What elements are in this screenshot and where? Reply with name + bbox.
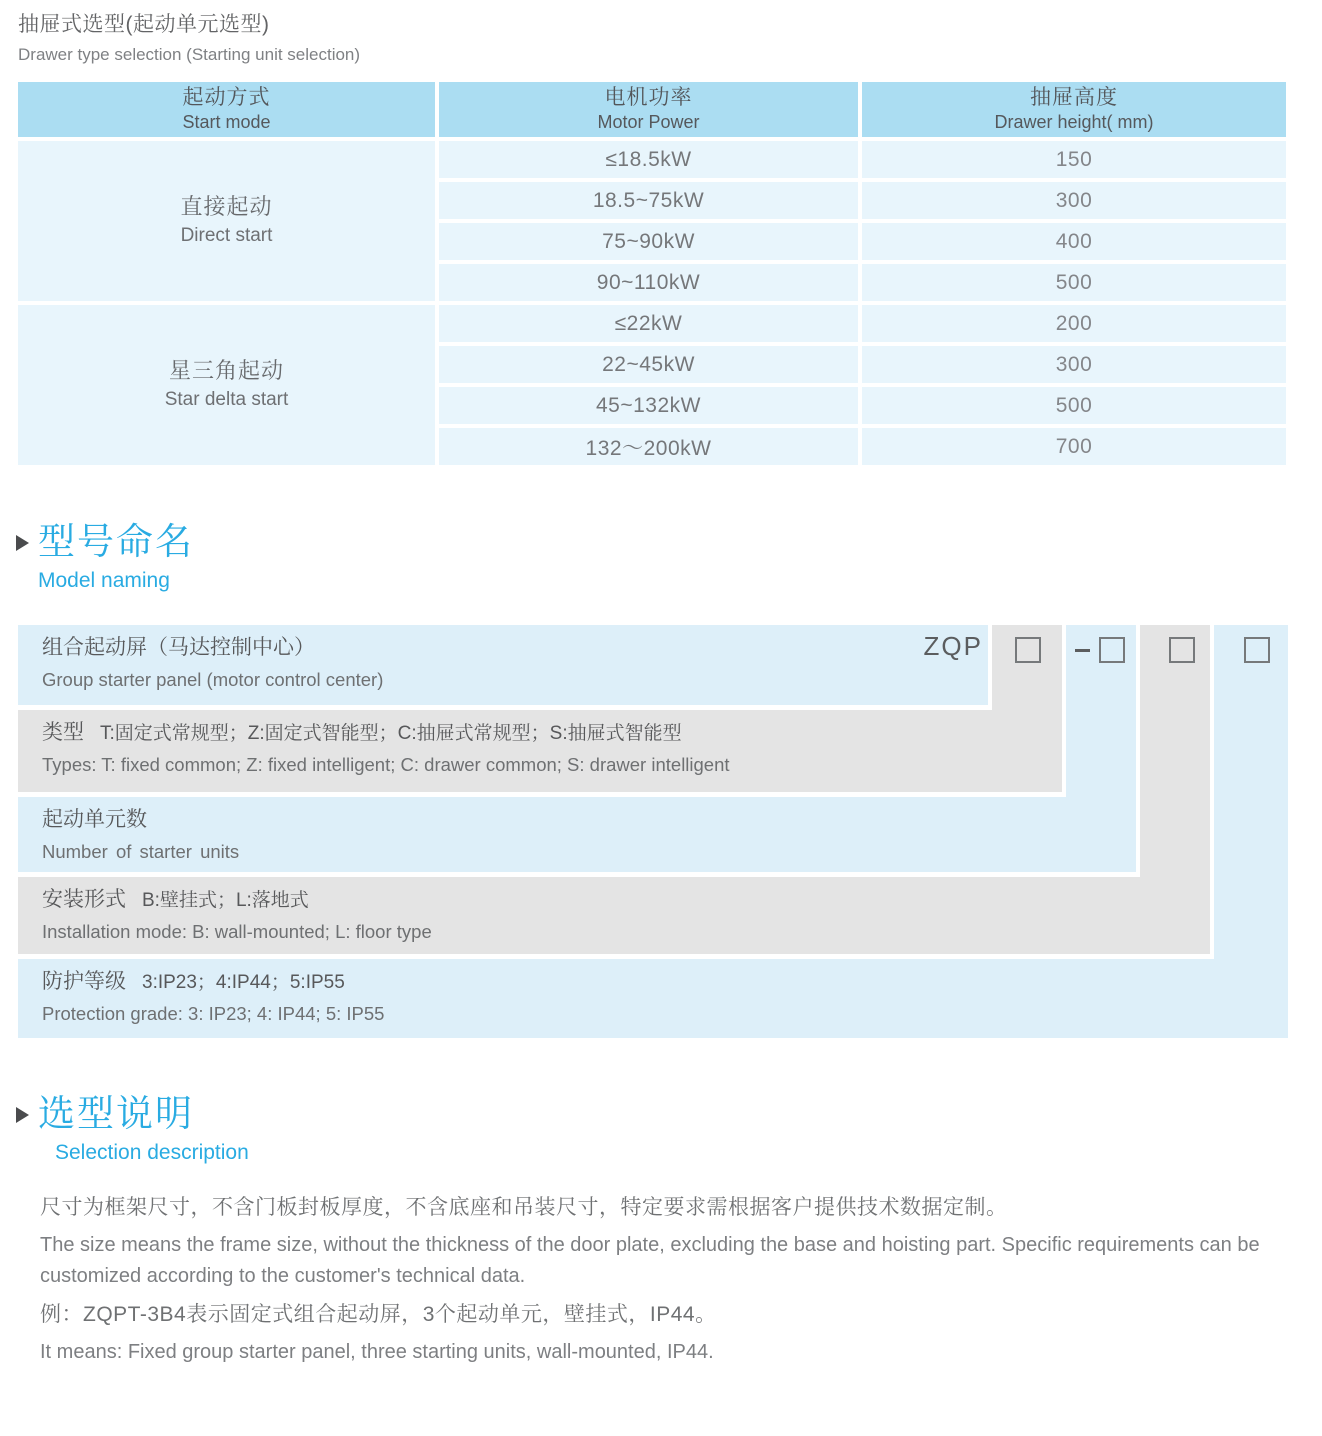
drawer-selection-table <box>18 82 1286 465</box>
group-cn: 直接起动 <box>180 194 273 220</box>
height-cell: 400 <box>862 223 1286 260</box>
height-cell: 300 <box>862 182 1286 219</box>
height-cell: 150 <box>862 141 1286 178</box>
height-cell: 200 <box>862 305 1286 342</box>
selection-description-section-heading <box>16 1094 249 1165</box>
band-label-cn: 起动单元数 <box>42 808 147 831</box>
power-cell: ≤22kW <box>439 305 858 342</box>
height-cell: 500 <box>862 264 1286 301</box>
code-placeholder-box-2 <box>1099 637 1125 663</box>
section-arrow-icon <box>16 1107 29 1123</box>
band-protection-grade <box>18 959 1288 1038</box>
power-cell: 90~110kW <box>439 264 858 301</box>
code-dash <box>1075 649 1090 652</box>
height-cell: 500 <box>862 387 1286 424</box>
example-en: It means: Fixed group starter panel, three starting units, wall-mounted, IP44. <box>40 1341 714 1363</box>
power-cell: 45~132kW <box>439 387 858 424</box>
description-cn: 尺寸为框架尺寸，不含门板封板厚度，不含底座和吊装尺寸，特定要求需根据客户提供技术数据定制。 <box>40 1196 1008 1219</box>
height-cell: 700 <box>862 428 1286 465</box>
band-en: Number of starter units <box>42 841 240 863</box>
example-cn: 例：ZQPT-3B4表示固定式组合起动屏，3个起动单元，壁挂式，IP44。 <box>40 1303 717 1326</box>
section-title-en: Selection description <box>55 1140 249 1164</box>
header-en: Start mode <box>182 112 271 133</box>
table-header-start-mode <box>18 82 435 137</box>
power-cell: ≤18.5kW <box>439 141 858 178</box>
code-placeholder-box-1 <box>1015 637 1041 663</box>
band-detail-cn: B:壁挂式；L:落地式 <box>142 890 309 911</box>
code-placeholder-box-4 <box>1244 637 1270 663</box>
band-en: Protection grade: 3: IP23; 4: IP44; 5: IP55 <box>42 1003 385 1025</box>
page-title-en: Drawer type selection (Starting unit selection) <box>18 45 361 64</box>
band-group-starter-panel <box>18 625 988 705</box>
band-detail-cn: T:固定式常规型；Z:固定式智能型；C:抽屉式常规型；S:抽屉式智能型 <box>100 723 682 744</box>
power-cell: 75~90kW <box>439 223 858 260</box>
table-header-drawer-height <box>862 82 1286 137</box>
section-title-en: Model naming <box>38 568 170 592</box>
header-cn: 电机功率 <box>604 86 693 110</box>
header-en: Motor Power <box>597 112 700 133</box>
model-naming-diagram <box>18 625 1288 1038</box>
power-cell: 132～200kW <box>439 428 858 465</box>
code-placeholder-box-3 <box>1169 637 1195 663</box>
power-cell: 22~45kW <box>439 346 858 383</box>
band-en: Installation mode: B: wall-mounted; L: floor type <box>42 921 432 943</box>
band-en: Group starter panel (motor control center) <box>42 669 384 691</box>
section-title-cn: 选型说明 <box>38 1093 194 1134</box>
band-en: Types: T: fixed common; Z: fixed intelligent; C: drawer common; S: drawer intelligent <box>42 754 730 776</box>
page-title: 抽屉式选型(起动单元选型) <box>18 13 270 36</box>
selection-description-text <box>40 1192 1292 1375</box>
code-column-protection <box>1214 625 1288 966</box>
band-label-cn: 安装形式 <box>42 888 126 911</box>
header-cn: 抽屉高度 <box>1030 86 1118 110</box>
band-detail-cn: 3:IP23；4:IP44；5:IP55 <box>142 972 345 993</box>
group-en: Star delta start <box>164 388 289 410</box>
group-cn: 星三角起动 <box>168 358 284 384</box>
header-cn: 起动方式 <box>182 86 271 110</box>
power-cell: 18.5~75kW <box>439 182 858 219</box>
band-installation-mode <box>18 877 1210 954</box>
group-cell-direct-start <box>18 141 435 301</box>
band-types <box>18 710 1062 792</box>
group-cell-star-delta-start <box>18 305 435 465</box>
band-cn: 组合起动屏（马达控制中心） <box>42 636 315 659</box>
section-title-cn: 型号命名 <box>38 521 194 562</box>
band-label-cn: 类型 <box>42 721 84 744</box>
page-title-block <box>18 8 360 65</box>
code-column-installation <box>1140 625 1210 884</box>
description-en: The size means the frame size, without the thickness of the door plate, excluding the base and hoisting part. Specific requirements can be customized according to the customer's technical data. <box>40 1234 1260 1287</box>
section-arrow-icon <box>16 535 29 551</box>
model-naming-section-heading <box>16 522 194 593</box>
model-code-prefix: ZQP <box>923 631 983 661</box>
table-header-motor-power <box>439 82 858 137</box>
height-cell: 300 <box>862 346 1286 383</box>
header-en: Drawer height( mm) <box>994 112 1154 133</box>
group-en: Direct start <box>180 224 273 246</box>
band-starter-units <box>18 797 1136 872</box>
band-label-cn: 防护等级 <box>42 970 126 993</box>
